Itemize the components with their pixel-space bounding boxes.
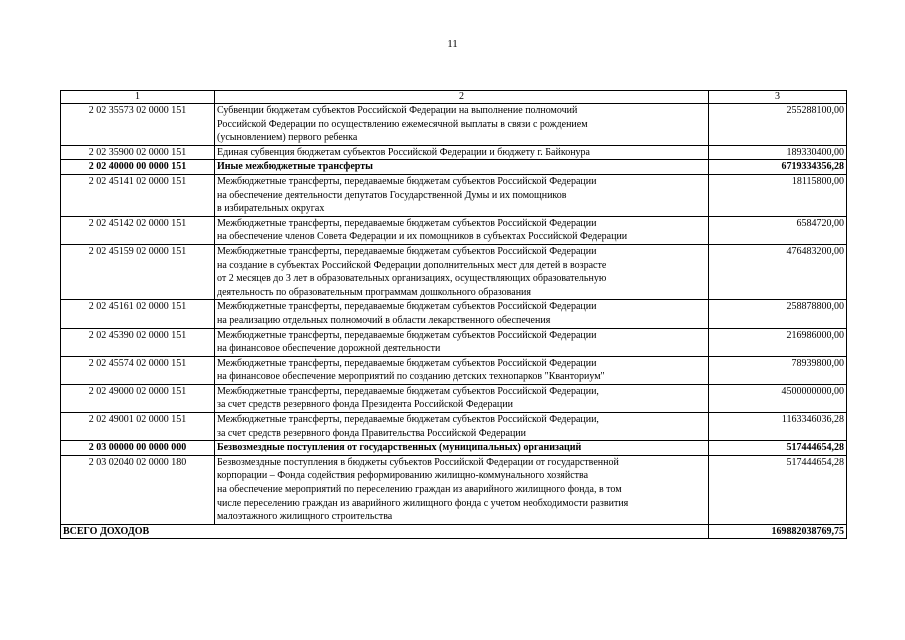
table-row bbox=[61, 384, 847, 412]
table-row bbox=[61, 174, 847, 216]
header-col-3: 3 bbox=[709, 91, 847, 104]
table-row bbox=[61, 328, 847, 356]
row-name-line: от 2 месяцев до 3 лет в образовательных организациях, осуществляющих образовательную bbox=[217, 273, 607, 285]
row-name-line: (усыновлением) первого ребенка bbox=[217, 132, 358, 144]
row-name-line: Иные межбюджетные трансферты bbox=[217, 161, 373, 173]
row-name-line: Межбюджетные трансферты, передаваемые бюджетам субъектов Российской Федерации bbox=[217, 217, 597, 229]
row-amount: 6719334356,28 bbox=[709, 160, 847, 175]
row-code: 2 02 45574 02 0000 151 bbox=[61, 356, 215, 384]
table-row bbox=[61, 216, 847, 244]
row-name-line: Межбюджетные трансферты, передаваемые бюджетам субъектов Российской Федерации bbox=[217, 245, 597, 257]
header-col-1: 1 bbox=[61, 91, 215, 104]
table-body bbox=[61, 104, 847, 525]
total-row bbox=[61, 524, 847, 539]
row-amount: 216986000,00 bbox=[709, 328, 847, 356]
table-row bbox=[61, 160, 847, 175]
row-name bbox=[215, 300, 709, 328]
row-name-line: на создание в субъектах Российской Федерации дополнительных мест для детей в возрасте bbox=[217, 259, 607, 271]
row-name-line: Безвозмездные поступления от государственных (муниципальных) организаций bbox=[217, 442, 582, 454]
row-amount: 4500000000,00 bbox=[709, 384, 847, 412]
row-name-line: на обеспечение мероприятий по переселению граждан из аварийного жилищного фонда, в том bbox=[217, 484, 622, 496]
row-name-line: Межбюджетные трансферты, передаваемые бюджетам субъектов Российской Федерации bbox=[217, 175, 597, 187]
row-name-line: Межбюджетные трансферты, передаваемые бюджетам субъектов Российской Федерации, bbox=[217, 385, 599, 397]
row-name-line: на обеспечение членов Совета Федерации и их помощников в субъектах Российской Федерации bbox=[217, 231, 628, 243]
row-code: 2 02 45142 02 0000 151 bbox=[61, 216, 215, 244]
row-name-line: в избирательных округах bbox=[217, 203, 325, 215]
row-amount: 6584720,00 bbox=[709, 216, 847, 244]
row-name-line: на реализацию отдельных полномочий в области лекарственного обеспечения bbox=[217, 314, 551, 326]
page-number: 11 bbox=[447, 38, 458, 50]
row-name-line: числе переселению граждан из аварийного жилищного фонда с учетом необходимости развития bbox=[217, 497, 629, 509]
row-amount: 1163346036,28 bbox=[709, 413, 847, 441]
row-code: 2 02 49001 02 0000 151 bbox=[61, 413, 215, 441]
row-name-line: корпорации – Фонда содействия реформированию жилищно-коммунального хозяйства bbox=[217, 470, 589, 482]
row-name bbox=[215, 104, 709, 146]
row-amount: 78939800,00 bbox=[709, 356, 847, 384]
row-name-line: малоэтажного жилищного строительства bbox=[217, 511, 393, 523]
row-name bbox=[215, 216, 709, 244]
row-name-line: Межбюджетные трансферты, передаваемые бюджетам субъектов Российской Федерации, bbox=[217, 414, 599, 426]
row-code: 2 02 45390 02 0000 151 bbox=[61, 328, 215, 356]
revenue-table bbox=[60, 90, 847, 539]
table-row bbox=[61, 300, 847, 328]
header-col-2: 2 bbox=[215, 91, 709, 104]
row-code: 2 02 45141 02 0000 151 bbox=[61, 174, 215, 216]
row-name bbox=[215, 356, 709, 384]
total-label: ВСЕГО ДОХОДОВ bbox=[61, 524, 709, 539]
row-name bbox=[215, 441, 709, 456]
row-name-line: Единая субвенция бюджетам субъектов Российской Федерации и бюджету г. Байконура bbox=[217, 146, 590, 158]
row-name-line: деятельность по образовательным программам дошкольного образования bbox=[217, 286, 532, 298]
row-name bbox=[215, 174, 709, 216]
row-amount: 517444654,28 bbox=[709, 441, 847, 456]
row-name bbox=[215, 413, 709, 441]
row-name-line: Безвозмездные поступления в бюджеты субъектов Российской Федерации от государственной bbox=[217, 456, 619, 468]
table-row bbox=[61, 244, 847, 299]
table-header-row bbox=[61, 91, 847, 104]
row-amount: 258878800,00 bbox=[709, 300, 847, 328]
table-row bbox=[61, 356, 847, 384]
total-amount: 169882038769,75 bbox=[709, 524, 847, 539]
row-amount: 517444654,28 bbox=[709, 455, 847, 524]
row-name bbox=[215, 384, 709, 412]
table-row bbox=[61, 145, 847, 160]
row-name-line: Межбюджетные трансферты, передаваемые бюджетам субъектов Российской Федерации bbox=[217, 357, 597, 369]
row-code: 2 02 49000 02 0000 151 bbox=[61, 384, 215, 412]
row-code: 2 02 35573 02 0000 151 bbox=[61, 104, 215, 146]
row-name-line: Субвенции бюджетам субъектов Российской Федерации на выполнение полномочий bbox=[217, 105, 578, 116]
row-name-line: на обеспечение деятельности депутатов Государственной Думы и их помощников bbox=[217, 189, 567, 201]
table-row bbox=[61, 441, 847, 456]
row-amount: 476483200,00 bbox=[709, 244, 847, 299]
row-code: 2 02 45161 02 0000 151 bbox=[61, 300, 215, 328]
row-amount: 18115800,00 bbox=[709, 174, 847, 216]
row-name-line: Российской Федерации по осуществлению ежемесячной выплаты в связи с рождением bbox=[217, 118, 588, 130]
row-name bbox=[215, 160, 709, 175]
row-code: 2 02 45159 02 0000 151 bbox=[61, 244, 215, 299]
row-name-line: за счет средств резервного фонда Правительства Российской Федерации bbox=[217, 427, 526, 439]
row-name-line: Межбюджетные трансферты, передаваемые бюджетам субъектов Российской Федерации bbox=[217, 301, 597, 313]
row-name-line: Межбюджетные трансферты, передаваемые бюджетам субъектов Российской Федерации bbox=[217, 329, 597, 341]
row-name-line: за счет средств резервного фонда Президента Российской Федерации bbox=[217, 399, 513, 411]
row-amount: 255288100,00 bbox=[709, 104, 847, 146]
table-row bbox=[61, 413, 847, 441]
row-code: 2 02 40000 00 0000 151 bbox=[61, 160, 215, 175]
row-name bbox=[215, 455, 709, 524]
row-code: 2 03 02040 02 0000 180 bbox=[61, 455, 215, 524]
row-name bbox=[215, 244, 709, 299]
row-name-line: на финансовое обеспечение дорожной деятельности bbox=[217, 343, 441, 355]
row-amount: 189330400,00 bbox=[709, 145, 847, 160]
row-code: 2 02 35900 02 0000 151 bbox=[61, 145, 215, 160]
row-name bbox=[215, 145, 709, 160]
row-name bbox=[215, 328, 709, 356]
row-code: 2 03 00000 00 0000 000 bbox=[61, 441, 215, 456]
row-name-line: на финансовое обеспечение мероприятий по созданию детских технопарков "Кванториум" bbox=[217, 371, 605, 383]
table-row bbox=[61, 104, 847, 146]
table-row bbox=[61, 455, 847, 524]
